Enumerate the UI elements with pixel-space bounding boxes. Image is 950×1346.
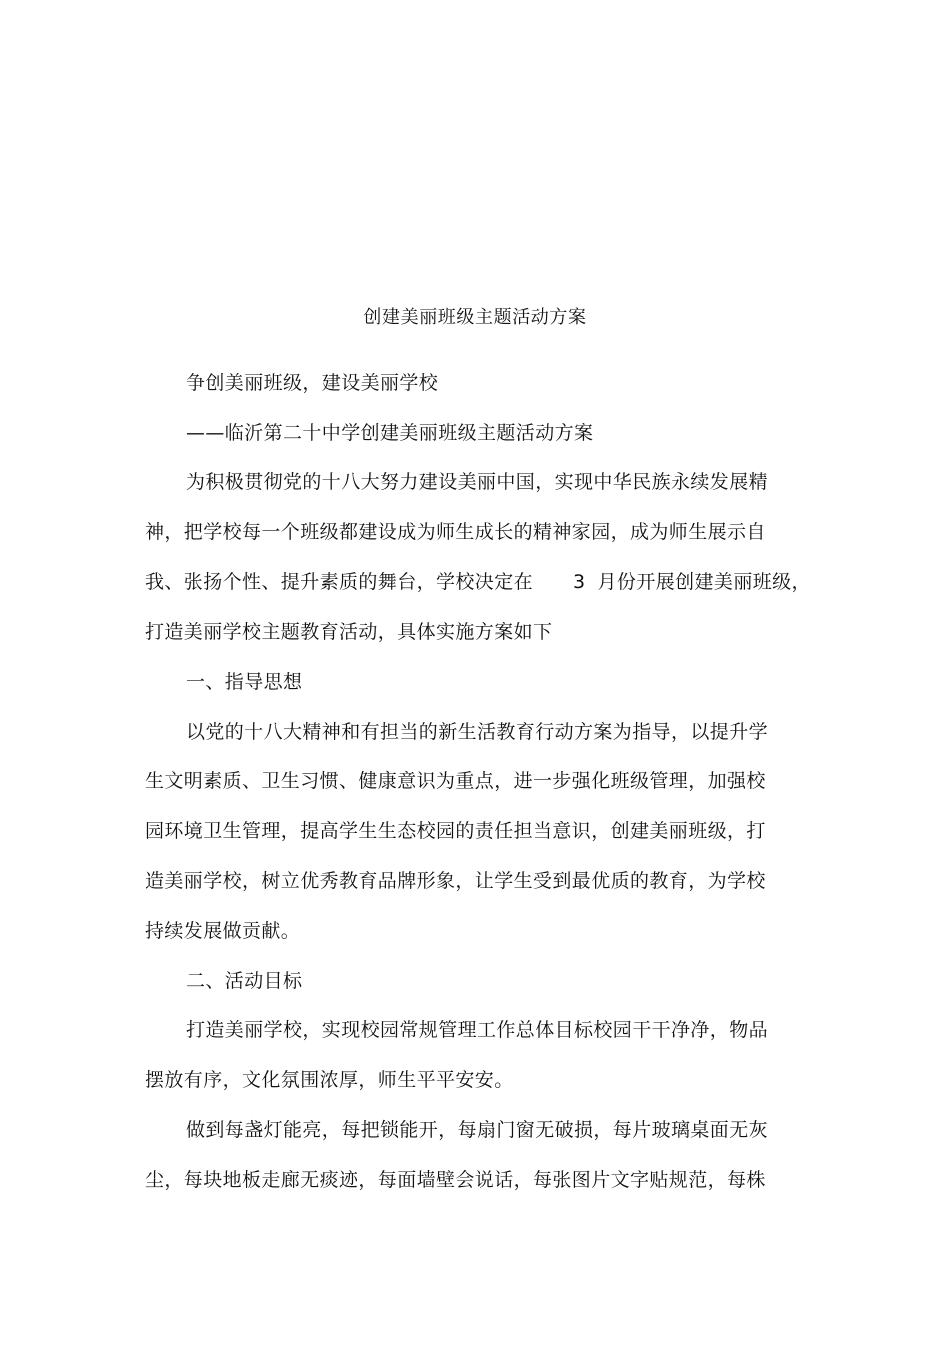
intro-line-3 [145,570,811,594]
section-2-p2-line-1: 做到每盏灯能亮，每把锁能开，每扇门窗无破损，每片玻璃桌面无灰 [186,1119,769,1141]
section-1-line-3: 园环境卫生管理，提高学生生态校园的责任担当意识，创建美丽班级，打 [145,820,766,842]
section-1-heading: 一、指导思想 [186,671,303,693]
document-subtitle-2: ——临沂第二十中学创建美丽班级主题活动方案 [186,422,594,444]
document-subtitle: 争创美丽班级，建设美丽学校 [186,372,439,394]
section-1-line-4: 造美丽学校，树立优秀教育品牌形象，让学生受到最优质的教育，为学校 [145,870,766,892]
intro-line-3-number: 3 [573,571,586,593]
section-1-line-5: 持续发展做贡献。 [145,920,301,942]
section-1-line-1: 以党的十八大精神和有担当的新生活教育行动方案为指导，以提升学 [186,721,769,743]
document-title: 创建美丽班级主题活动方案 [363,307,587,328]
intro-line-3-part-b: 月份开展创建美丽班级， [597,571,811,593]
intro-line-4: 打造美丽学校主题教育活动，具体实施方案如下 [145,621,553,643]
intro-line-3-part-a: 我、张扬个性、提升素质的舞台，学校决定在 [145,571,534,593]
intro-line-2: 神，把学校每一个班级都建设成为师生成长的精神家园，成为师生展示自 [145,521,766,543]
intro-line-1: 为积极贯彻党的十八大努力建设美丽中国，实现中华民族永续发展精 [186,471,769,493]
section-2-p1-line-1: 打造美丽学校，实现校园常规管理工作总体目标校园干干净净，物品 [186,1019,769,1041]
section-2-heading: 二、活动目标 [186,970,303,992]
section-1-line-2: 生文明素质、卫生习惯、健康意识为重点，进一步强化班级管理，加强校 [145,770,766,792]
section-2-p2-line-2: 尘，每块地板走廊无痰迹，每面墙壁会说话，每张图片文字贴规范，每株 [145,1169,766,1191]
section-2-p1-line-2: 摆放有序，文化氛围浓厚，师生平平安安。 [145,1069,514,1091]
